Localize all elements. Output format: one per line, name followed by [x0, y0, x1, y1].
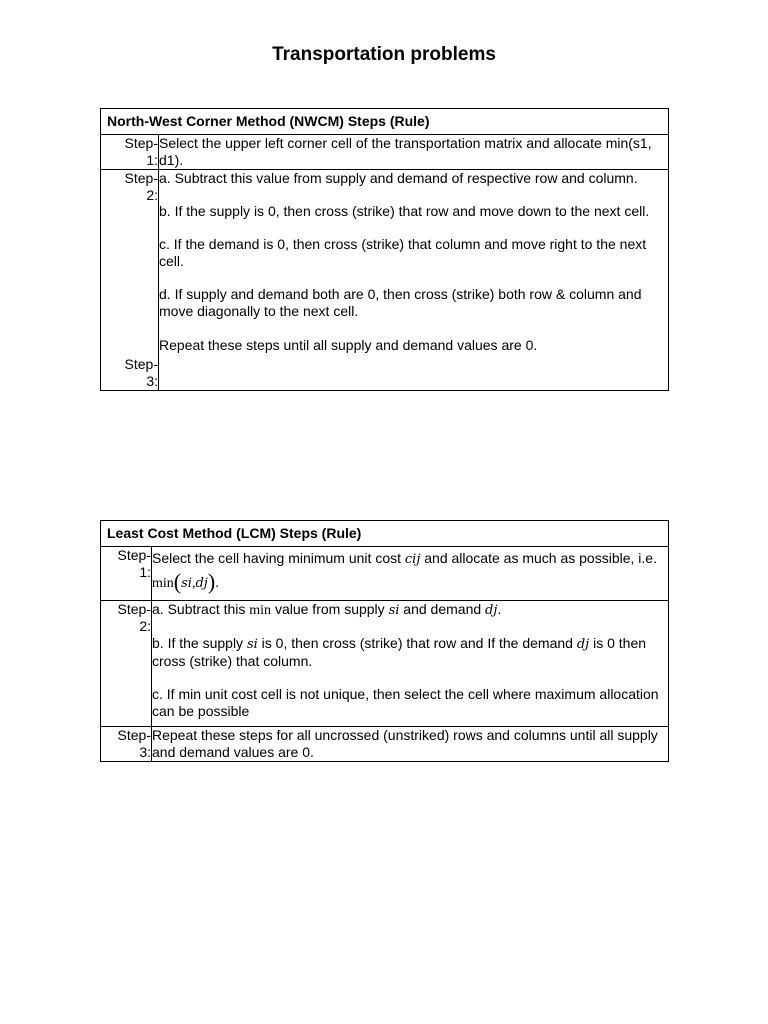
- open-paren-symbol: (: [173, 569, 182, 594]
- si-symbol: si: [246, 637, 258, 652]
- nwcm-step1-label: [101, 135, 159, 170]
- lcm-step2-a-and: and demand: [399, 601, 486, 617]
- nwcm-steps-table: [100, 108, 669, 391]
- cij-symbol: cij: [404, 552, 421, 567]
- step-label-line: Step-: [117, 727, 151, 743]
- min-symbol: min: [249, 603, 272, 618]
- nwcm-heading-row: [101, 109, 669, 135]
- step-label-line: Step-: [124, 170, 158, 186]
- lcm-step3-paragraph: Repeat these steps for all uncrossed (unstriked) rows and columns until all supply and demand values are 0.: [152, 727, 658, 760]
- nwcm-step2-text: [159, 170, 669, 391]
- dj-symbol: dj: [576, 637, 590, 652]
- nwcm-step1-paragraph: Select the upper left corner cell of the transportation matrix and allocate min(s1, d1).: [159, 135, 652, 168]
- step-label-number: 2:: [146, 187, 158, 203]
- dj-symbol: dj: [195, 576, 208, 591]
- nwcm-step2-step3-labels: [101, 170, 159, 391]
- lcm-heading-row: [101, 521, 669, 547]
- si-symbol: si: [388, 603, 400, 618]
- close-paren-symbol: ): [207, 569, 216, 594]
- lcm-step2-b-before: b. If the supply: [152, 635, 247, 651]
- step-label-number: 3:: [139, 744, 151, 760]
- lcm-step1-label: [101, 547, 152, 601]
- nwcm-step1-text: [159, 135, 669, 170]
- lcm-step1-paragraph: [152, 547, 668, 595]
- page-title: Transportation problems: [272, 44, 496, 65]
- min-symbol: min: [152, 576, 174, 591]
- nwcm-step2-c: c. If the demand is 0, then cross (strike) that column and move right to the next cell.: [159, 236, 647, 269]
- nwcm-step2-a: a. Subtract this value from supply and demand of respective row and column.: [159, 170, 638, 186]
- lcm-step3-label: [101, 727, 152, 762]
- nwcm-step1-row: [101, 135, 669, 170]
- step-label-line: Step-: [117, 547, 151, 563]
- step-label-line: Step-: [124, 135, 158, 151]
- lcm-step2-row: [101, 601, 669, 727]
- lcm-step2-a: [152, 601, 668, 619]
- lcm-step3-text: [152, 727, 669, 762]
- lcm-step1-row: [101, 547, 669, 601]
- si-symbol: si: [181, 576, 192, 591]
- nwcm-step3-paragraph: Repeat these steps until all supply and demand values are 0.: [159, 337, 538, 353]
- lcm-step2-c: c. If min unit cost cell is not unique, then select the cell where maximum allocation can be possible: [152, 686, 659, 719]
- lcm-step1-text: [152, 547, 669, 601]
- step-label-line: Step-: [117, 601, 151, 617]
- nwcm-step2-b: b. If the supply is 0, then cross (strike) that row and move down to the next cell.: [159, 203, 650, 219]
- step-label-number: 3:: [146, 373, 158, 389]
- lcm-step2-label: [101, 601, 152, 727]
- nwcm-step2-d: d. If supply and demand both are 0, then cross (strike) both row & column and move diagonally to the next cell.: [159, 286, 642, 319]
- lcm-step1-text-before: Select the cell having minimum unit cost: [152, 550, 405, 566]
- lcm-step1-text-end: .: [215, 574, 220, 590]
- lcm-step2-text: [152, 601, 669, 727]
- step-label-number: 1:: [139, 564, 151, 580]
- lcm-step3-row: [101, 727, 669, 762]
- lcm-step2-b-end: is 0 then cross (strike) that column.: [152, 635, 647, 669]
- step-label-number: 2:: [139, 618, 151, 634]
- lcm-step2-b-middle: is 0, then cross (strike) that row and If the demand: [257, 635, 577, 651]
- lcm-step2-b: [152, 635, 668, 670]
- step-label-line: Step-: [124, 356, 158, 372]
- lcm-steps-table: [100, 520, 669, 762]
- lcm-step2-a-end: .: [497, 601, 502, 617]
- lcm-step2-a-before: a. Subtract this: [152, 601, 250, 617]
- step-label-number: 1:: [146, 152, 158, 168]
- comma-symbol: ,: [191, 576, 196, 591]
- dj-symbol: dj: [485, 603, 498, 618]
- nwcm-step2-row: [101, 170, 669, 391]
- lcm-step2-a-middle: value from supply: [271, 601, 389, 617]
- lcm-heading: Least Cost Method (LCM) Steps (Rule): [101, 521, 669, 547]
- nwcm-heading: North-West Corner Method (NWCM) Steps (Rule): [101, 109, 669, 135]
- lcm-step1-text-middle: and allocate as much as possible, i.e.: [420, 550, 657, 566]
